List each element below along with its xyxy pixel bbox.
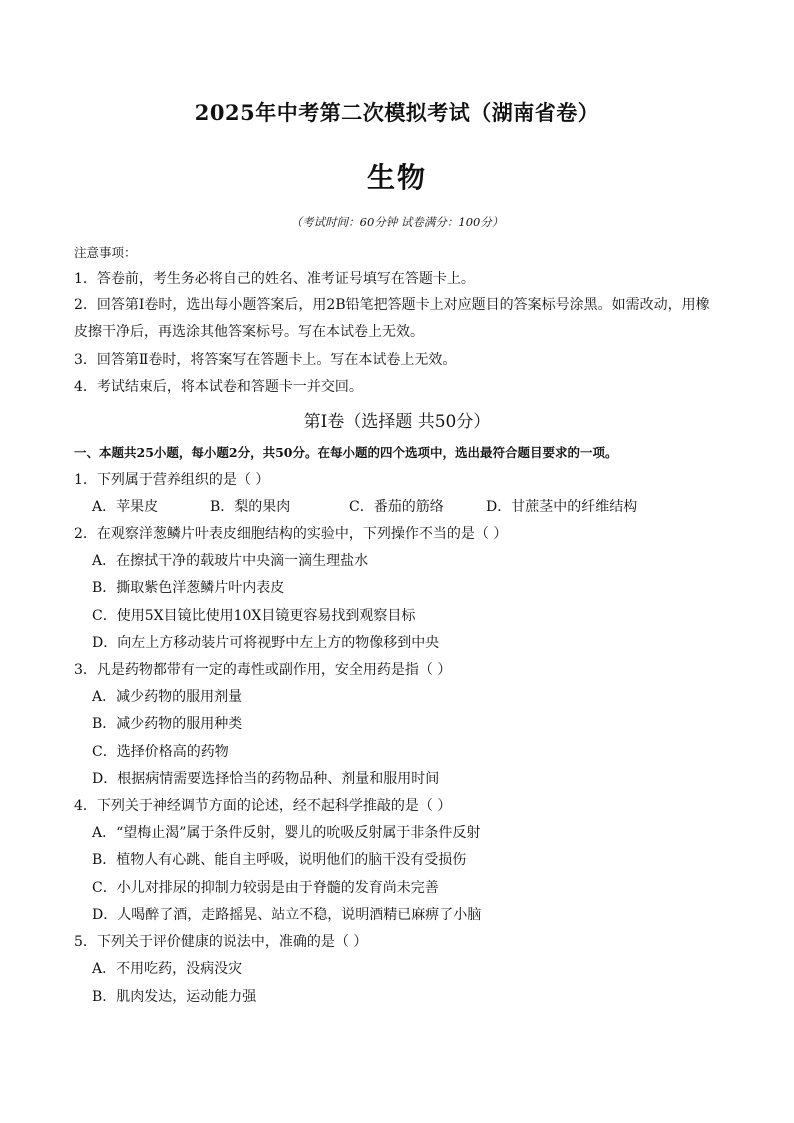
question-4-option-c: C．小儿对排尿的抑制力较弱是由于脊髓的发育尚未完善 <box>92 880 439 896</box>
note-item-4: 4．考试结束后，将本试卷和答题卡一并交回。 <box>74 379 363 395</box>
question-3-option-c: C．选择价格高的药物 <box>92 744 229 760</box>
question-2-stem: 2．在观察洋葱鳞片叶表皮细胞结构的实验中，下列操作不当的是（ ） <box>74 526 508 542</box>
note-item-3: 3．回答第Ⅱ卷时，将答案写在答题卡上。写在本试卷上无效。 <box>74 352 457 368</box>
note-item-2: 2．回答第Ⅰ卷时，选出每小题答案后，用2B铅笔把答题卡上对应题目的答案标号涂黑。如需改动，用橡 <box>74 297 710 313</box>
question-2-option-a: A．在擦拭干净的载玻片中央滴一滴生理盐水 <box>92 553 369 569</box>
notes-heading: 注意事项： <box>74 245 137 260</box>
question-3-option-b: B．减少药物的服用种类 <box>92 716 243 732</box>
question-1-option-d: D．甘蔗茎中的纤维结构 <box>486 499 638 515</box>
exam-info: （考试时间：60分钟 试卷满分：100分） <box>290 215 504 229</box>
subject-title: 生物 <box>366 161 427 194</box>
question-2-option-b: B．撕取紫色洋葱鳞片叶内表皮 <box>92 580 285 596</box>
question-4-option-a: A．“望梅止渴”属于条件反射，婴儿的吮吸反射属于非条件反射 <box>92 825 481 841</box>
question-5-option-a: A．不用吃药，没病没灾 <box>92 961 243 977</box>
note-item-2-cont: 皮擦干净后，再选涂其他答案标号。写在本试卷上无效。 <box>74 324 424 340</box>
question-3-option-d: D．根据病情需要选择恰当的药物品种、剂量和服用时间 <box>92 771 440 787</box>
question-1-option-c: C．番茄的筋络 <box>349 499 444 515</box>
question-5-option-b: B．肌肉发达，运动能力强 <box>92 989 257 1005</box>
question-3-stem: 3．凡是药物都带有一定的毒性或副作用，安全用药是指（ ） <box>74 662 452 678</box>
section-title: 第Ⅰ卷（选择题 共50分） <box>303 412 491 432</box>
question-2-option-c: C．使用5X目镜比使用10X目镜更容易找到观察目标 <box>92 608 416 624</box>
exam-title: 2025年中考第二次模拟考试（湖南省卷） <box>194 100 600 125</box>
question-4-stem: 4．下列关于神经调节方面的论述，经不起科学推敲的是（ ） <box>74 798 452 814</box>
question-1-stem: 1．下列属于营养组织的是（ ） <box>74 472 270 488</box>
question-3-option-a: A．减少药物的服用剂量 <box>92 689 243 705</box>
question-2-option-d: D．向左上方移动装片可将视野中左上方的物像移到中央 <box>92 635 440 651</box>
question-4-option-b: B．植物人有心跳、能自主呼吸，说明他们的脑干没有受损伤 <box>92 852 467 868</box>
section-instruction: 一、本题共25小题，每小题2分，共50分。在每小题的四个选项中，选出最符合题目要求的一项。 <box>74 445 618 460</box>
question-1-option-a: A．苹果皮 <box>92 499 159 515</box>
question-5-stem: 5．下列关于评价健康的说法中，准确的是（ ） <box>74 934 368 950</box>
note-item-1: 1．答卷前，考生务必将自己的姓名、准考证号填写在答题卡上。 <box>74 271 475 287</box>
question-4-option-d: D．人喝醉了酒，走路摇晃、站立不稳，说明酒精已麻痹了小脑 <box>92 907 482 923</box>
question-1-option-b: B．梨的果肉 <box>210 499 291 515</box>
